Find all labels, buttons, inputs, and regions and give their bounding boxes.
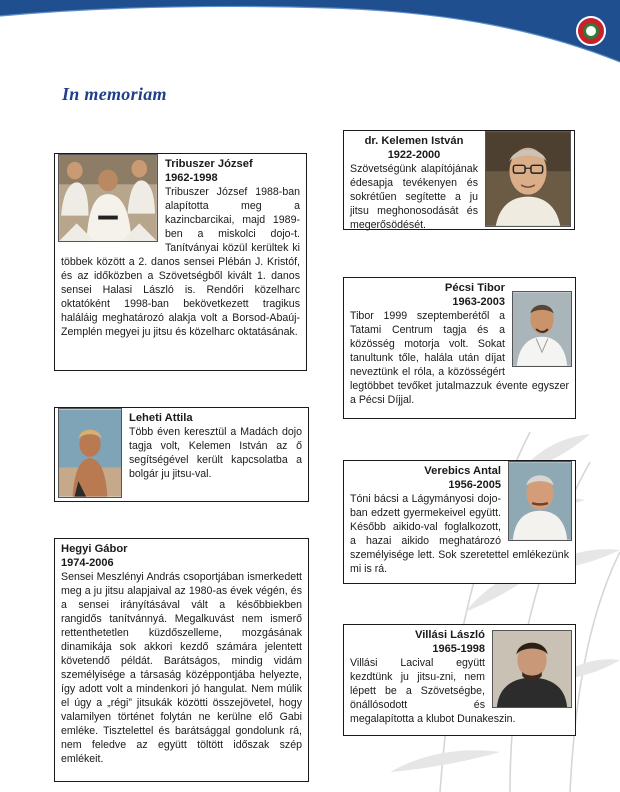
person-name: dr. Kelemen István xyxy=(364,135,464,147)
memorial-card-pecsi xyxy=(343,277,576,419)
portrait-photo xyxy=(508,461,572,541)
person-name: Verebics Antal xyxy=(424,465,501,477)
person-name: Leheti Attila xyxy=(129,412,193,424)
person-name: Hegyi Gábor xyxy=(61,543,128,555)
page-title: In memoriam xyxy=(62,84,167,104)
portrait-photo xyxy=(492,630,572,708)
memorial-card-hegyi xyxy=(54,538,309,782)
life-years: 1956-2005 xyxy=(448,479,501,491)
portrait-photo xyxy=(485,131,571,227)
person-name: Villási László xyxy=(414,629,485,641)
biography-text: Tóni bácsi a Lágymányosi dojo-ban edzett gyermekeivel együtt. Később aikido-val foglalkozott, a hazai aikido meghatározó személyisége lett. Sok szeretettel emlékezünk mi is rá. xyxy=(350,493,569,575)
header-band xyxy=(0,0,620,70)
biography-text: Villási Lacival együtt kezdtünk ju jitsu-zni, nem lépett be a Szövetségbe, önállósodott és megalapította a klubot Dunakeszin. xyxy=(350,657,516,725)
portrait-photo xyxy=(58,154,158,242)
emblem-icon xyxy=(576,16,606,46)
memorial-card-villasi xyxy=(343,624,576,736)
biography-text: Szövetségünk alapítójának édesapja tevékenyen és sokrétűen segítette a ju jitsu meghonosodását és megerősödését. xyxy=(350,163,478,231)
memorial-card-tribuszer xyxy=(54,153,307,371)
portrait-photo xyxy=(58,408,122,498)
biography-text: Tibor 1999 szeptemberétől a Tatami Centrum tagja és a közösség motorja volt. Sokat tanultunk tőle, halála után díjat neveztünk el róla, a közösségért legtöbbet tevőket jutalmazzuk évente egyszer a Pécsi Díjjal. xyxy=(350,310,569,406)
person-name: Pécsi Tibor xyxy=(444,282,505,294)
memorial-card-kelemen xyxy=(343,130,575,230)
portrait-photo xyxy=(512,291,572,367)
memorial-card-leheti xyxy=(54,407,309,502)
life-years: 1922-2000 xyxy=(387,149,441,161)
biography-text: Sensei Meszlényi András csoportjában ismerkedett meg a ju jitsu alapjaival az 1980-as évek végén, és a sensei irányításával vált a későbbiekben rangidős tanítvánnyá. Megalkuvást nem ismerő rettenthetetlen küzdőszelleme, mozgásának dinamikája sok akkori kezdő számára jelentett követendő példát. Barátságos, mindig vidám személyisége a társaság középpontjába helyezte, így adott volt a mindenkori jó hangulat. Nem múlik el úgy a „régi” jitsukák közötti összejövetel, hogy valamilyen történet folytán ne kerülne elő Gabi emléke. Tisztelettel és barátsággal gondolunk rá, nem feledve az együtt töltött időszak szép emlékeit. xyxy=(61,571,302,765)
life-years: 1965-1998 xyxy=(432,643,485,655)
life-years: 1974-2006 xyxy=(61,557,114,569)
life-years: 1963-2003 xyxy=(452,296,505,308)
biography-text: Tribuszer József 1988-ban alapította meg a kazincbarcikai, majd 1989-ben a miskolci dojo-t. Tanítványai közül kerültek ki többek között a 2. danos sensei Plébán J. Kristóf, és az időközben a Szövetségből kivált 1. danos sensei Halasi László is. Rendőri közelharc oktatóként 1998-ban bekövetkezett tragikus haláláig meghatározó alakja volt a Borsod-Abaúj-Zemplén megyei ju jitsu és közelharc oktatásának. xyxy=(61,186,300,338)
person-name: Tribuszer József xyxy=(165,158,253,170)
life-years: 1962-1998 xyxy=(165,172,218,184)
memorial-card-verebics xyxy=(343,460,576,584)
biography-text: Több éven keresztül a Madách dojo tagja volt, Kelemen István az ő segítségével került kapcsolatba a bolgár ju jitsu-val. xyxy=(129,426,302,480)
